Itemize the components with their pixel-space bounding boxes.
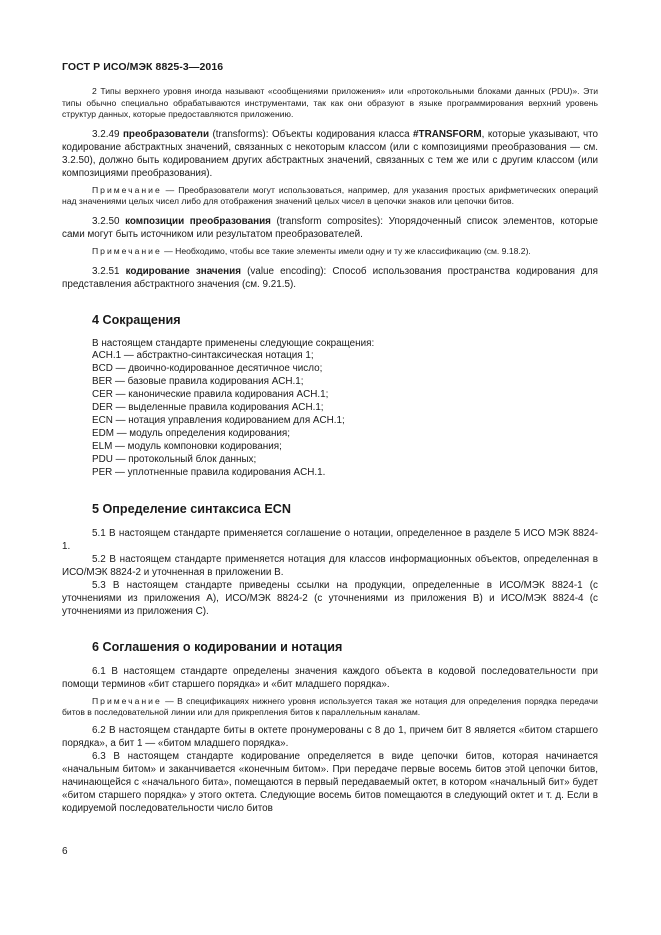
definition-3-2-49 [62, 128, 598, 180]
list-item: PDU — протокольный блок данных; [92, 453, 257, 465]
list-item: ECN — нотация управления кодированием для ACH.1; [92, 415, 345, 426]
list-item: EDM — модуль определения кодирования; [92, 427, 291, 439]
def-number: 3.2.51 [92, 265, 120, 277]
note-text: — В спецификациях нижнего уровня используется такая же нотация для определения порядка передачи битов в последовательной линии или для прикрепления битов к параллельным каналам. [62, 695, 598, 718]
list-item: CER — канонические правила кодирования ACH.1; [92, 389, 329, 401]
note-label: Примечание [92, 184, 162, 195]
def-number: 3.2.50 [92, 215, 120, 227]
page-content [62, 86, 598, 815]
list-item: BCD — двоично-кодированное десятичное число; [92, 363, 323, 375]
paragraph-6-2: 6.2 В настоящем стандарте биты в октете пронумерованы с 8 до 1, причем бит 8 является «битом старшего порядка», а бит 1 — «битом младшего порядка». [62, 724, 598, 749]
def-text-cont: , которые указывают, что кодирование абстрактных значений, связанных с некоторым классом (или с композициями преобразования — см. 3.2.50), должно быть кодированием других абстрактных значений, связанных с тем же или с другим классом (или композициями преобразования). [62, 128, 598, 179]
section-5-heading: 5 Определение синтаксиса ECN [92, 501, 291, 516]
abbreviations-list [62, 338, 598, 480]
def-keyword: #TRANSFORM [413, 128, 482, 140]
paragraph-5-1: 5.1 В настоящем стандарте применяется соглашение о нотации, определенное в разделе 5 ИСО МЭК 8824-1. [62, 527, 598, 552]
def-text: (value encoding): Способ использования пространства кодирования для представления абстрактного значения (см. 9.21.5). [62, 265, 598, 290]
standard-header: ГОСТ Р ИСО/МЭК 8825-3—2016 [62, 61, 224, 73]
def-number: 3.2.49 [92, 128, 120, 140]
page-number: 6 [62, 846, 68, 857]
def-term: композиции преобразования [125, 215, 271, 227]
paragraph-6-1: 6.1 В настоящем стандарте определены значения каждого объекта в кодовой последовательности при помощи терминов «бит старшего порядка» и «бит младшего порядка». [62, 665, 598, 690]
def-term: преобразователи [122, 128, 210, 140]
list-item: BER — базовые правила кодирования ACH.1; [92, 376, 304, 388]
paragraph-6-3: 6.3 В настоящем стандарте кодирование определяется в виде цепочки битов, которая начинается «начальным битом» и заканчивается «конечным битом». При передаче первые восемь битов этой цепочки битов, начинающейся с «начального бита», помещаются в первый передаваемый октет, в котором «начальный бит» будет «битом старшего порядка» у этого октета. Следующие восемь битов помещаются в следующий октет и т. д. Если в кодируемой последовательности число битов [62, 750, 598, 814]
paragraph-5-2: 5.2 В настоящем стандарте применяется нотация для классов информационных объектов, определенная в ИСО/МЭК 8824-2 и уточненная в приложении В. [62, 553, 598, 578]
list-item: ELM — модуль компоновки кодирования; [92, 440, 282, 452]
definition-3-2-51 [62, 265, 598, 291]
section-4-heading: 4 Сокращения [92, 312, 181, 327]
def-text: (transforms): Объекты кодирования класса [209, 128, 414, 140]
list-item: PER — уплотненные правила кодирования ACH.1. [92, 466, 326, 478]
def-term: кодирование значения [125, 265, 241, 277]
note-3-2-49 [62, 185, 598, 208]
note-label: Примечание [92, 245, 162, 256]
paragraph-5-3: 5.3 В настоящем стандарте приведены ссылки на продукции, определенные в ИСО/МЭК 8824-1 (с уточнениями из приложения А), ИСО/МЭК 8824-2 (с уточнениями из приложения В) и ИСО/МЭК 8824-4 (с уточнениями из приложения С). [62, 579, 598, 617]
note-3-2-50 [62, 246, 598, 258]
def-text: (transform composites): Упорядоченный список элементов, которые сами могут быть источником или результатом преобразователей. [62, 215, 599, 240]
note-text: — Необходимо, чтобы все такие элементы имели одну и ту же классификацию (см. 9.18.2). [161, 245, 531, 256]
list-item: ACH.1 — абстрактно-синтаксическая нотация 1; [92, 350, 314, 362]
list-item: DER — выделенные правила кодирования ACH.1; [92, 402, 324, 414]
note-label: Примечание [92, 695, 162, 706]
abbreviations-intro: В настоящем стандарте применены следующие сокращения: [92, 337, 375, 349]
note-text: — Преобразователи могут использоваться, например, для указания простых арифметических операций над значениями целых чисел либо для отображения значений целых чисел в цепочки знаков или цепочки битов. [62, 184, 598, 207]
definition-3-2-50 [62, 215, 598, 241]
note-6-1 [62, 696, 598, 719]
section-6-heading: 6 Соглашения о кодировании и нотация [92, 639, 343, 654]
footnote: 2 Типы верхнего уровня иногда называют «сообщениями приложения» или «протокольными блоками данных (PDU)». Эти типы обычно специально обрабатываются инструментами, так как они образуют в языке программирования верхний уровень структур данных, которые предоставляются приложению. [62, 86, 598, 120]
